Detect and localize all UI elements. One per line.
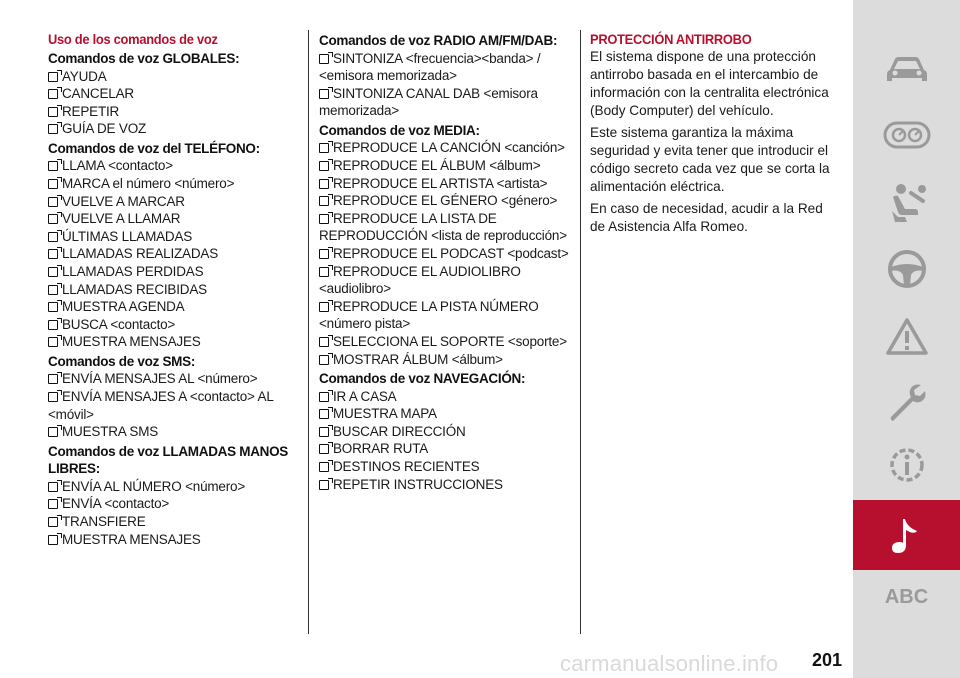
speech-bubble-icon bbox=[319, 196, 329, 206]
speech-bubble-icon bbox=[48, 374, 58, 384]
col2-sections bbox=[319, 32, 574, 493]
speech-bubble-icon bbox=[319, 179, 329, 189]
voice-command-item bbox=[319, 351, 574, 369]
info-gear-icon[interactable] bbox=[853, 430, 960, 500]
speech-bubble-icon bbox=[48, 302, 58, 312]
column-voice-commands-2 bbox=[319, 30, 574, 493]
speech-bubble-icon bbox=[48, 517, 58, 527]
speech-bubble-icon bbox=[319, 143, 329, 153]
voice-command-item bbox=[48, 210, 298, 228]
voice-command-text: MUESTRA MAPA bbox=[333, 406, 437, 422]
voice-command-item bbox=[48, 478, 298, 496]
speech-bubble-icon bbox=[319, 161, 329, 171]
voice-command-item bbox=[319, 192, 574, 210]
car-icon[interactable] bbox=[853, 34, 960, 104]
voice-command-item bbox=[48, 193, 298, 211]
command-group-heading: Comandos de voz SMS: bbox=[48, 353, 196, 369]
voice-command-item bbox=[48, 103, 298, 121]
speech-bubble-icon bbox=[319, 302, 329, 312]
voice-command-text: ENVÍA AL NÚMERO <número> bbox=[62, 478, 246, 494]
steering-wheel-icon[interactable] bbox=[853, 234, 960, 304]
voice-command-text: VUELVE A LLAMAR bbox=[62, 211, 181, 227]
speech-bubble-icon bbox=[48, 320, 58, 330]
speech-bubble-icon bbox=[48, 89, 58, 99]
voice-command-item bbox=[319, 85, 574, 120]
voice-command-text: LLAMADAS PERDIDAS bbox=[62, 263, 204, 279]
speech-bubble-icon bbox=[48, 179, 58, 189]
voice-command-item bbox=[319, 388, 574, 406]
voice-command-item bbox=[319, 423, 574, 441]
speech-bubble-icon bbox=[319, 355, 329, 365]
speech-bubble-icon bbox=[319, 480, 329, 490]
voice-command-text: REPETIR INSTRUCCIONES bbox=[333, 476, 503, 492]
speech-bubble-icon bbox=[48, 197, 58, 207]
speech-bubble-icon bbox=[319, 89, 329, 99]
command-group-heading: Comandos de voz MEDIA: bbox=[319, 122, 480, 138]
voice-command-item bbox=[48, 68, 298, 86]
voice-command-text: GUÍA DE VOZ bbox=[62, 121, 147, 137]
speech-bubble-icon bbox=[48, 232, 58, 242]
voice-command-text: LLAMADAS REALIZADAS bbox=[62, 246, 219, 262]
speech-bubble-icon bbox=[48, 267, 58, 277]
command-group-heading: Comandos de voz NAVEGACIÓN: bbox=[319, 371, 526, 387]
speech-bubble-icon bbox=[319, 249, 329, 259]
voice-command-item bbox=[48, 495, 298, 513]
voice-command-item bbox=[319, 263, 574, 298]
voice-command-text: SINTONIZA <frecuencia><banda> / <emisora memorizada> bbox=[319, 50, 541, 84]
voice-command-item bbox=[48, 370, 298, 388]
voice-command-text: REPRODUCE EL AUDIOLIBRO <audiolibro> bbox=[319, 263, 521, 297]
index-abc-label[interactable]: ABC bbox=[884, 586, 929, 608]
watermark: carmanualsonline.info bbox=[560, 651, 779, 676]
voice-command-text: ENVÍA <contacto> bbox=[62, 496, 170, 512]
voice-command-text: LLAMADAS RECIBIDAS bbox=[62, 281, 207, 297]
voice-command-item bbox=[48, 85, 298, 103]
column-antitheft bbox=[590, 30, 840, 240]
speech-bubble-icon bbox=[48, 392, 58, 402]
voice-command-item bbox=[319, 175, 574, 193]
voice-command-text: ÚLTIMAS LLAMADAS bbox=[62, 228, 193, 244]
paragraph: Este sistema garantiza la máxima seguridad y evita tener que introducir el código secreto cada vez que se corta la alimentación eléctrica. bbox=[590, 125, 830, 194]
voice-command-text: BUSCA <contacto> bbox=[62, 316, 176, 332]
voice-command-text: REPRODUCE EL GÉNERO <género> bbox=[333, 193, 558, 209]
voice-command-text: LLAMA <contacto> bbox=[62, 158, 173, 174]
voice-command-item bbox=[319, 333, 574, 351]
section-title: PROTECCIÓN ANTIRROBO bbox=[590, 31, 752, 47]
voice-command-item bbox=[319, 139, 574, 157]
voice-command-text: MUESTRA MENSAJES bbox=[62, 334, 201, 350]
voice-command-text: BORRAR RUTA bbox=[333, 441, 429, 457]
chapter-sidebar bbox=[853, 0, 960, 678]
voice-command-text: MUESTRA SMS bbox=[62, 424, 159, 440]
voice-command-text: SINTONIZA CANAL DAB <emisora memorizada> bbox=[319, 85, 538, 119]
voice-command-text: ENVÍA MENSAJES AL <número> bbox=[62, 371, 258, 387]
voice-command-item bbox=[48, 157, 298, 175]
speech-bubble-icon bbox=[48, 72, 58, 82]
speech-bubble-icon bbox=[319, 267, 329, 277]
speech-bubble-icon bbox=[319, 444, 329, 454]
voice-command-item bbox=[319, 298, 574, 333]
voice-command-item bbox=[48, 388, 298, 423]
voice-command-text: TRANSFIERE bbox=[62, 513, 146, 529]
col1-sections bbox=[48, 50, 298, 548]
music-note-icon[interactable] bbox=[853, 500, 960, 570]
voice-command-text: ENVÍA MENSAJES A <contacto> AL <móvil> bbox=[48, 389, 274, 422]
voice-command-item bbox=[48, 228, 298, 246]
voice-command-text: REPRODUCE LA PISTA NÚMERO <número pista> bbox=[319, 298, 539, 332]
voice-command-item bbox=[48, 281, 298, 299]
speech-bubble-icon bbox=[48, 427, 58, 437]
voice-command-item bbox=[48, 531, 298, 549]
voice-command-item bbox=[48, 120, 298, 138]
voice-command-item bbox=[48, 298, 298, 316]
voice-command-item bbox=[48, 513, 298, 531]
dashboard-gauges-icon[interactable] bbox=[853, 100, 960, 170]
voice-command-item bbox=[319, 476, 574, 494]
speech-bubble-icon bbox=[48, 482, 58, 492]
speech-bubble-icon bbox=[319, 337, 329, 347]
column-voice-commands-1 bbox=[48, 30, 298, 548]
speech-bubble-icon bbox=[319, 427, 329, 437]
voice-command-item bbox=[48, 175, 298, 193]
voice-command-text: VUELVE A MARCAR bbox=[62, 193, 185, 209]
voice-command-item bbox=[319, 210, 574, 245]
voice-command-text: REPRODUCE LA CANCIÓN <canción> bbox=[333, 140, 565, 156]
voice-command-item bbox=[48, 333, 298, 351]
column-divider bbox=[308, 30, 309, 634]
voice-command-item bbox=[319, 458, 574, 476]
voice-command-item bbox=[319, 157, 574, 175]
paragraph: El sistema dispone de una protección antirrobo basada en el intercambio de información con la centralita electrónica (Body Computer) del vehículo. bbox=[590, 49, 829, 118]
voice-command-text: AYUDA bbox=[62, 68, 107, 84]
speech-bubble-icon bbox=[48, 107, 58, 117]
seat-safety-icon[interactable] bbox=[853, 168, 960, 238]
voice-command-text: DESTINOS RECIENTES bbox=[333, 458, 480, 474]
voice-command-text: IR A CASA bbox=[333, 388, 397, 404]
voice-command-text: MARCA el número <número> bbox=[62, 175, 235, 191]
warning-triangle-icon[interactable] bbox=[853, 302, 960, 372]
column-divider bbox=[580, 30, 581, 634]
paragraph: En caso de necesidad, acudir a la Red de Asistencia Alfa Romeo. bbox=[590, 201, 823, 234]
voice-command-text: MOSTRAR ÁLBUM <álbum> bbox=[333, 351, 503, 367]
antitheft-text bbox=[590, 48, 840, 236]
voice-command-text: REPRODUCE EL ARTISTA <artista> bbox=[333, 175, 548, 191]
wrench-icon[interactable] bbox=[853, 368, 960, 438]
voice-command-item bbox=[319, 405, 574, 423]
voice-command-item bbox=[48, 423, 298, 441]
voice-command-text: MUESTRA MENSAJES bbox=[62, 531, 201, 547]
speech-bubble-icon bbox=[48, 499, 58, 509]
voice-command-text: SELECCIONA EL SOPORTE <soporte> bbox=[333, 333, 567, 349]
speech-bubble-icon bbox=[48, 285, 58, 295]
voice-command-item bbox=[48, 263, 298, 281]
voice-command-text: CANCELAR bbox=[62, 86, 134, 102]
voice-command-text: REPRODUCE EL ÁLBUM <álbum> bbox=[333, 157, 541, 173]
voice-command-text: REPRODUCE EL PODCAST <podcast> bbox=[333, 245, 569, 261]
voice-command-item bbox=[48, 316, 298, 334]
voice-command-item bbox=[319, 50, 574, 85]
voice-command-item bbox=[319, 245, 574, 263]
speech-bubble-icon bbox=[48, 535, 58, 545]
speech-bubble-icon bbox=[319, 462, 329, 472]
speech-bubble-icon bbox=[319, 214, 329, 224]
voice-command-text: REPETIR bbox=[62, 103, 120, 119]
voice-command-item bbox=[48, 245, 298, 263]
speech-bubble-icon bbox=[319, 54, 329, 64]
speech-bubble-icon bbox=[319, 392, 329, 402]
command-group-heading: Comandos de voz LLAMADAS MANOS LIBRES: bbox=[48, 443, 289, 477]
speech-bubble-icon bbox=[48, 249, 58, 259]
command-group-heading: Comandos de voz GLOBALES: bbox=[48, 51, 240, 66]
speech-bubble-icon bbox=[48, 214, 58, 224]
speech-bubble-icon bbox=[48, 124, 58, 134]
command-group-heading: Comandos de voz RADIO AM/FM/DAB: bbox=[319, 33, 558, 48]
voice-command-text: MUESTRA AGENDA bbox=[62, 299, 185, 315]
voice-command-item bbox=[319, 440, 574, 458]
page-number: 201 bbox=[812, 650, 843, 670]
speech-bubble-icon bbox=[48, 337, 58, 347]
voice-command-text: REPRODUCE LA LISTA DE REPRODUCCIÓN <lista de reproducción> bbox=[319, 210, 567, 244]
voice-command-text: BUSCAR DIRECCIÓN bbox=[333, 423, 466, 439]
command-group-heading: Comandos de voz del TELÉFONO: bbox=[48, 140, 260, 156]
speech-bubble-icon bbox=[48, 161, 58, 171]
section-title: Uso de los comandos de voz bbox=[48, 31, 218, 47]
speech-bubble-icon bbox=[319, 409, 329, 419]
